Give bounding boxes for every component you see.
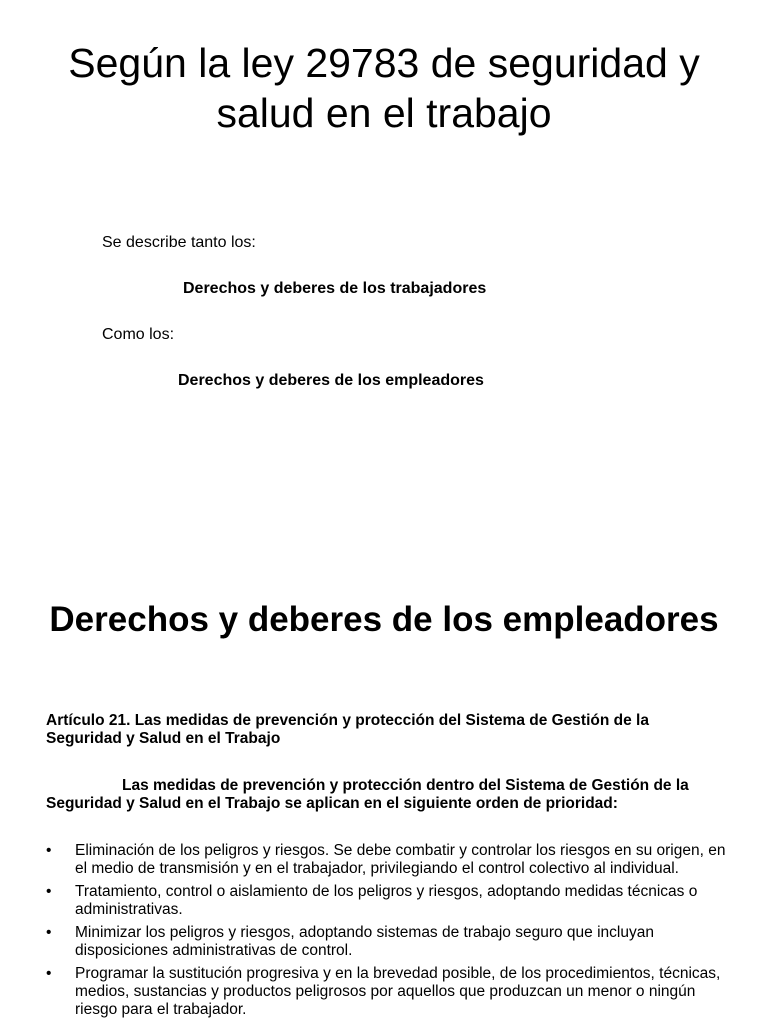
article-heading: Artículo 21. Las medidas de prevención y protección del Sistema de Gestión de la Seguridad y Salud en el Trabajo	[46, 712, 649, 747]
slide-2	[0, 512, 768, 1024]
bullet-icon: •	[46, 842, 52, 859]
slide-2-title: Derechos y deberes de los empleadores	[49, 600, 719, 639]
slide-1-item-employers: Derechos y deberes de los empleadores	[178, 372, 484, 389]
list-item-text: Tratamiento, control o aislamiento de los peligros y riesgos, adoptando medidas técnicas o administrativas.	[75, 883, 698, 918]
priority-list	[46, 842, 726, 1024]
list-item	[46, 842, 726, 878]
slide-1-connector: Como los:	[102, 326, 175, 343]
list-item	[46, 883, 726, 919]
bullet-icon: •	[46, 965, 52, 982]
slide-1-title: Según la ley 29783 de seguridad y salud en el trabajo	[68, 40, 700, 136]
list-item	[46, 924, 726, 960]
slide-1-intro: Se describe tanto los:	[102, 234, 256, 251]
bullet-icon: •	[46, 883, 52, 900]
list-item	[46, 965, 726, 1019]
article-intro: Las medidas de prevención y protección dentro del Sistema de Gestión de la Seguridad y Salud en el Trabajo se aplican en el siguiente orden de prioridad:	[46, 777, 689, 812]
bullet-icon: •	[46, 924, 52, 941]
list-item-text: Minimizar los peligros y riesgos, adoptando sistemas de trabajo seguro que incluyan disposiciones administrativas de control.	[75, 924, 654, 959]
list-item-text: Eliminación de los peligros y riesgos. Se debe combatir y controlar los riesgos en su origen, en el medio de transmisión y en el trabajador, privilegiando el control colectivo al individual.	[75, 842, 726, 877]
slide-1-item-workers: Derechos y deberes de los trabajadores	[183, 280, 487, 297]
list-item-text: Programar la sustitución progresiva y en la brevedad posible, de los procedimientos, técnicas, medios, sustancias y productos peligrosos por aquellos que produzcan un menor o ningún riesgo para el trabajador.	[75, 965, 721, 1018]
